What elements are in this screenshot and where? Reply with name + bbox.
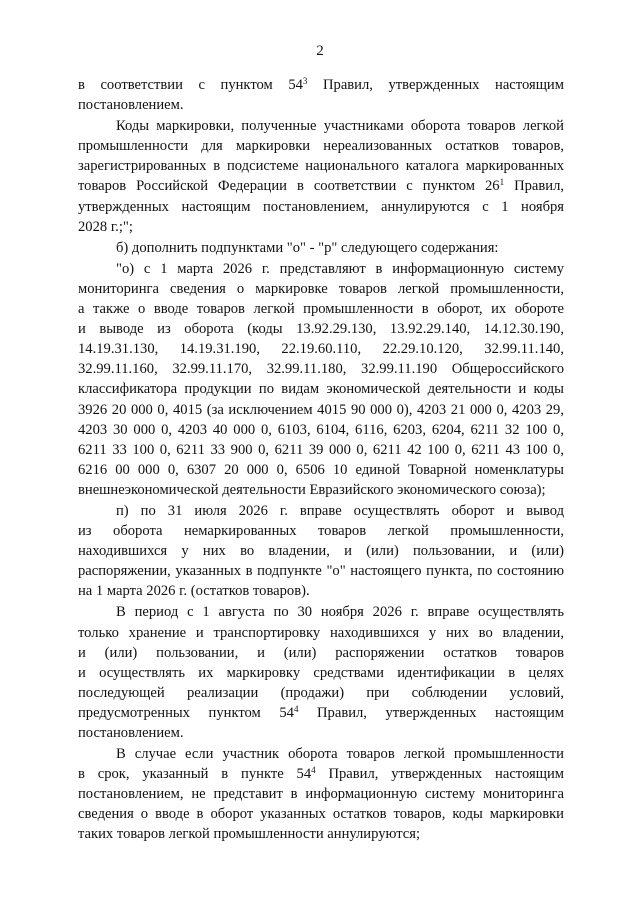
paragraph-6 [78, 602, 564, 743]
paragraph-1 [78, 75, 564, 115]
paragraph-line: находившихся у них во владении, и (или) пользовании, и (или) [78, 543, 564, 560]
paragraph-2 [78, 116, 564, 237]
paragraph-line: постановлением. [78, 97, 184, 114]
paragraph-line: и (или) пользовании, и (или) распоряжении остатков товаров [78, 644, 564, 661]
paragraph-line: "о) с 1 марта 2026 г. представляют в информационную систему [116, 260, 564, 277]
paragraph-line: сведения о вводе в оборот указанных остатков товаров, коды маркировки [78, 806, 564, 823]
paragraph-line: 14.19.31.130, 14.19.31.190, 22.19.60.110, 22.29.10.120, 32.99.11.140, [78, 341, 564, 358]
paragraph-line: внешнеэкономической деятельности Евразийского экономического союза); [78, 481, 546, 498]
paragraph-line: 4203 30 000 0, 4203 40 000 0, 6103, 6104, 6116, 6203, 6204, 6211 32 100 0, [78, 421, 564, 438]
paragraph-line: В период с 1 августа по 30 ноября 2026 г. вправе осуществлять [116, 604, 564, 621]
paragraph-line: б) дополнить подпунктами "о" - "р" следующего содержания: [116, 239, 499, 256]
paragraph-line: только хранение и транспортировку находившихся у них во владении, [78, 624, 564, 641]
paragraph-line: классификатора продукции по видам экономической деятельности и коды [78, 381, 564, 398]
paragraph-line: утвержденных настоящим постановлением, аннулируются с 1 ноября [78, 198, 564, 215]
document-body [78, 75, 564, 845]
paragraph-line: Коды маркировки, полученные участниками оборота товаров легкой [116, 118, 564, 135]
paragraph-line: последующей реализации (продажи) при соблюдении условий, [78, 684, 564, 701]
paragraph-line: В случае если участник оборота товаров легкой промышленности [116, 746, 564, 763]
paragraph-line: 6216 00 000 0, 6307 20 000 0, 6506 10 единой Товарной номенклатуры [78, 461, 564, 478]
paragraph-7 [78, 744, 564, 844]
paragraph-line: таких товаров легкой промышленности аннулируются; [78, 826, 421, 843]
paragraph-line: предусмотренных пунктом $54^4$ Правил, утвержденных настоящим [78, 703, 564, 721]
paragraph-line: 3926 20 000 0, 4015 (за исключением 4015 90 000 0), 4203 21 000 0, 4203 29, [78, 401, 564, 418]
paragraph-3 [78, 238, 564, 258]
paragraph-line: 2028 г.;"; [78, 218, 133, 235]
paragraph-line: распоряжении, указанных в подпункте "о" настоящего пункта, по состоянию [78, 563, 564, 580]
paragraph-line: в соответствии с пунктом $54^3$ Правил, утвержденных настоящим [78, 76, 564, 93]
paragraph-line: в срок, указанный в пункте $54^4$ Правил, утвержденных настоящим [78, 765, 565, 783]
paragraph-5 [78, 501, 564, 601]
paragraph-line: зарегистрированных в подсистеме национального каталога маркированных [78, 158, 564, 175]
paragraph-line: из оборота немаркированных товаров легкой промышленности, [78, 523, 564, 540]
paragraph-line: мониторинга сведения о маркировке товаров легкой промышленности, [78, 280, 564, 297]
paragraph-line: товаров Российской Федерации в соответствии с пунктом $26^1$ Правил, [78, 177, 565, 195]
paragraph-line: на 1 марта 2026 г. (остатков товаров). [78, 583, 310, 600]
paragraph-line: постановлением, не представит в информационную систему мониторинга [78, 786, 564, 803]
paragraph-line: и выводе из оборота (коды 13.92.29.130, 13.92.29.140, 14.12.30.190, [78, 321, 564, 338]
paragraph-line: постановлением. [78, 725, 184, 741]
paragraph-line: 32.99.11.160, 32.99.11.170, 32.99.11.180, 32.99.11.190 Общероссийского [78, 361, 564, 378]
paragraph-line: 6211 33 100 0, 6211 33 900 0, 6211 39 000 0, 6211 42 100 0, 6211 43 100 0, [78, 441, 564, 458]
paragraph-line: и осуществлять их маркировку средствами идентификации в целях [78, 664, 564, 681]
paragraph-4 [78, 259, 564, 500]
paragraph-line: промышленности для маркировки нереализованных остатков товаров, [78, 138, 564, 155]
page-number: 2 [316, 43, 324, 59]
paragraph-line: а также о вводе товаров легкой промышленности в оборот, их обороте [78, 301, 564, 318]
paragraph-line: п) по 31 июля 2026 г. вправе осуществлять оборот и вывод [116, 502, 564, 519]
